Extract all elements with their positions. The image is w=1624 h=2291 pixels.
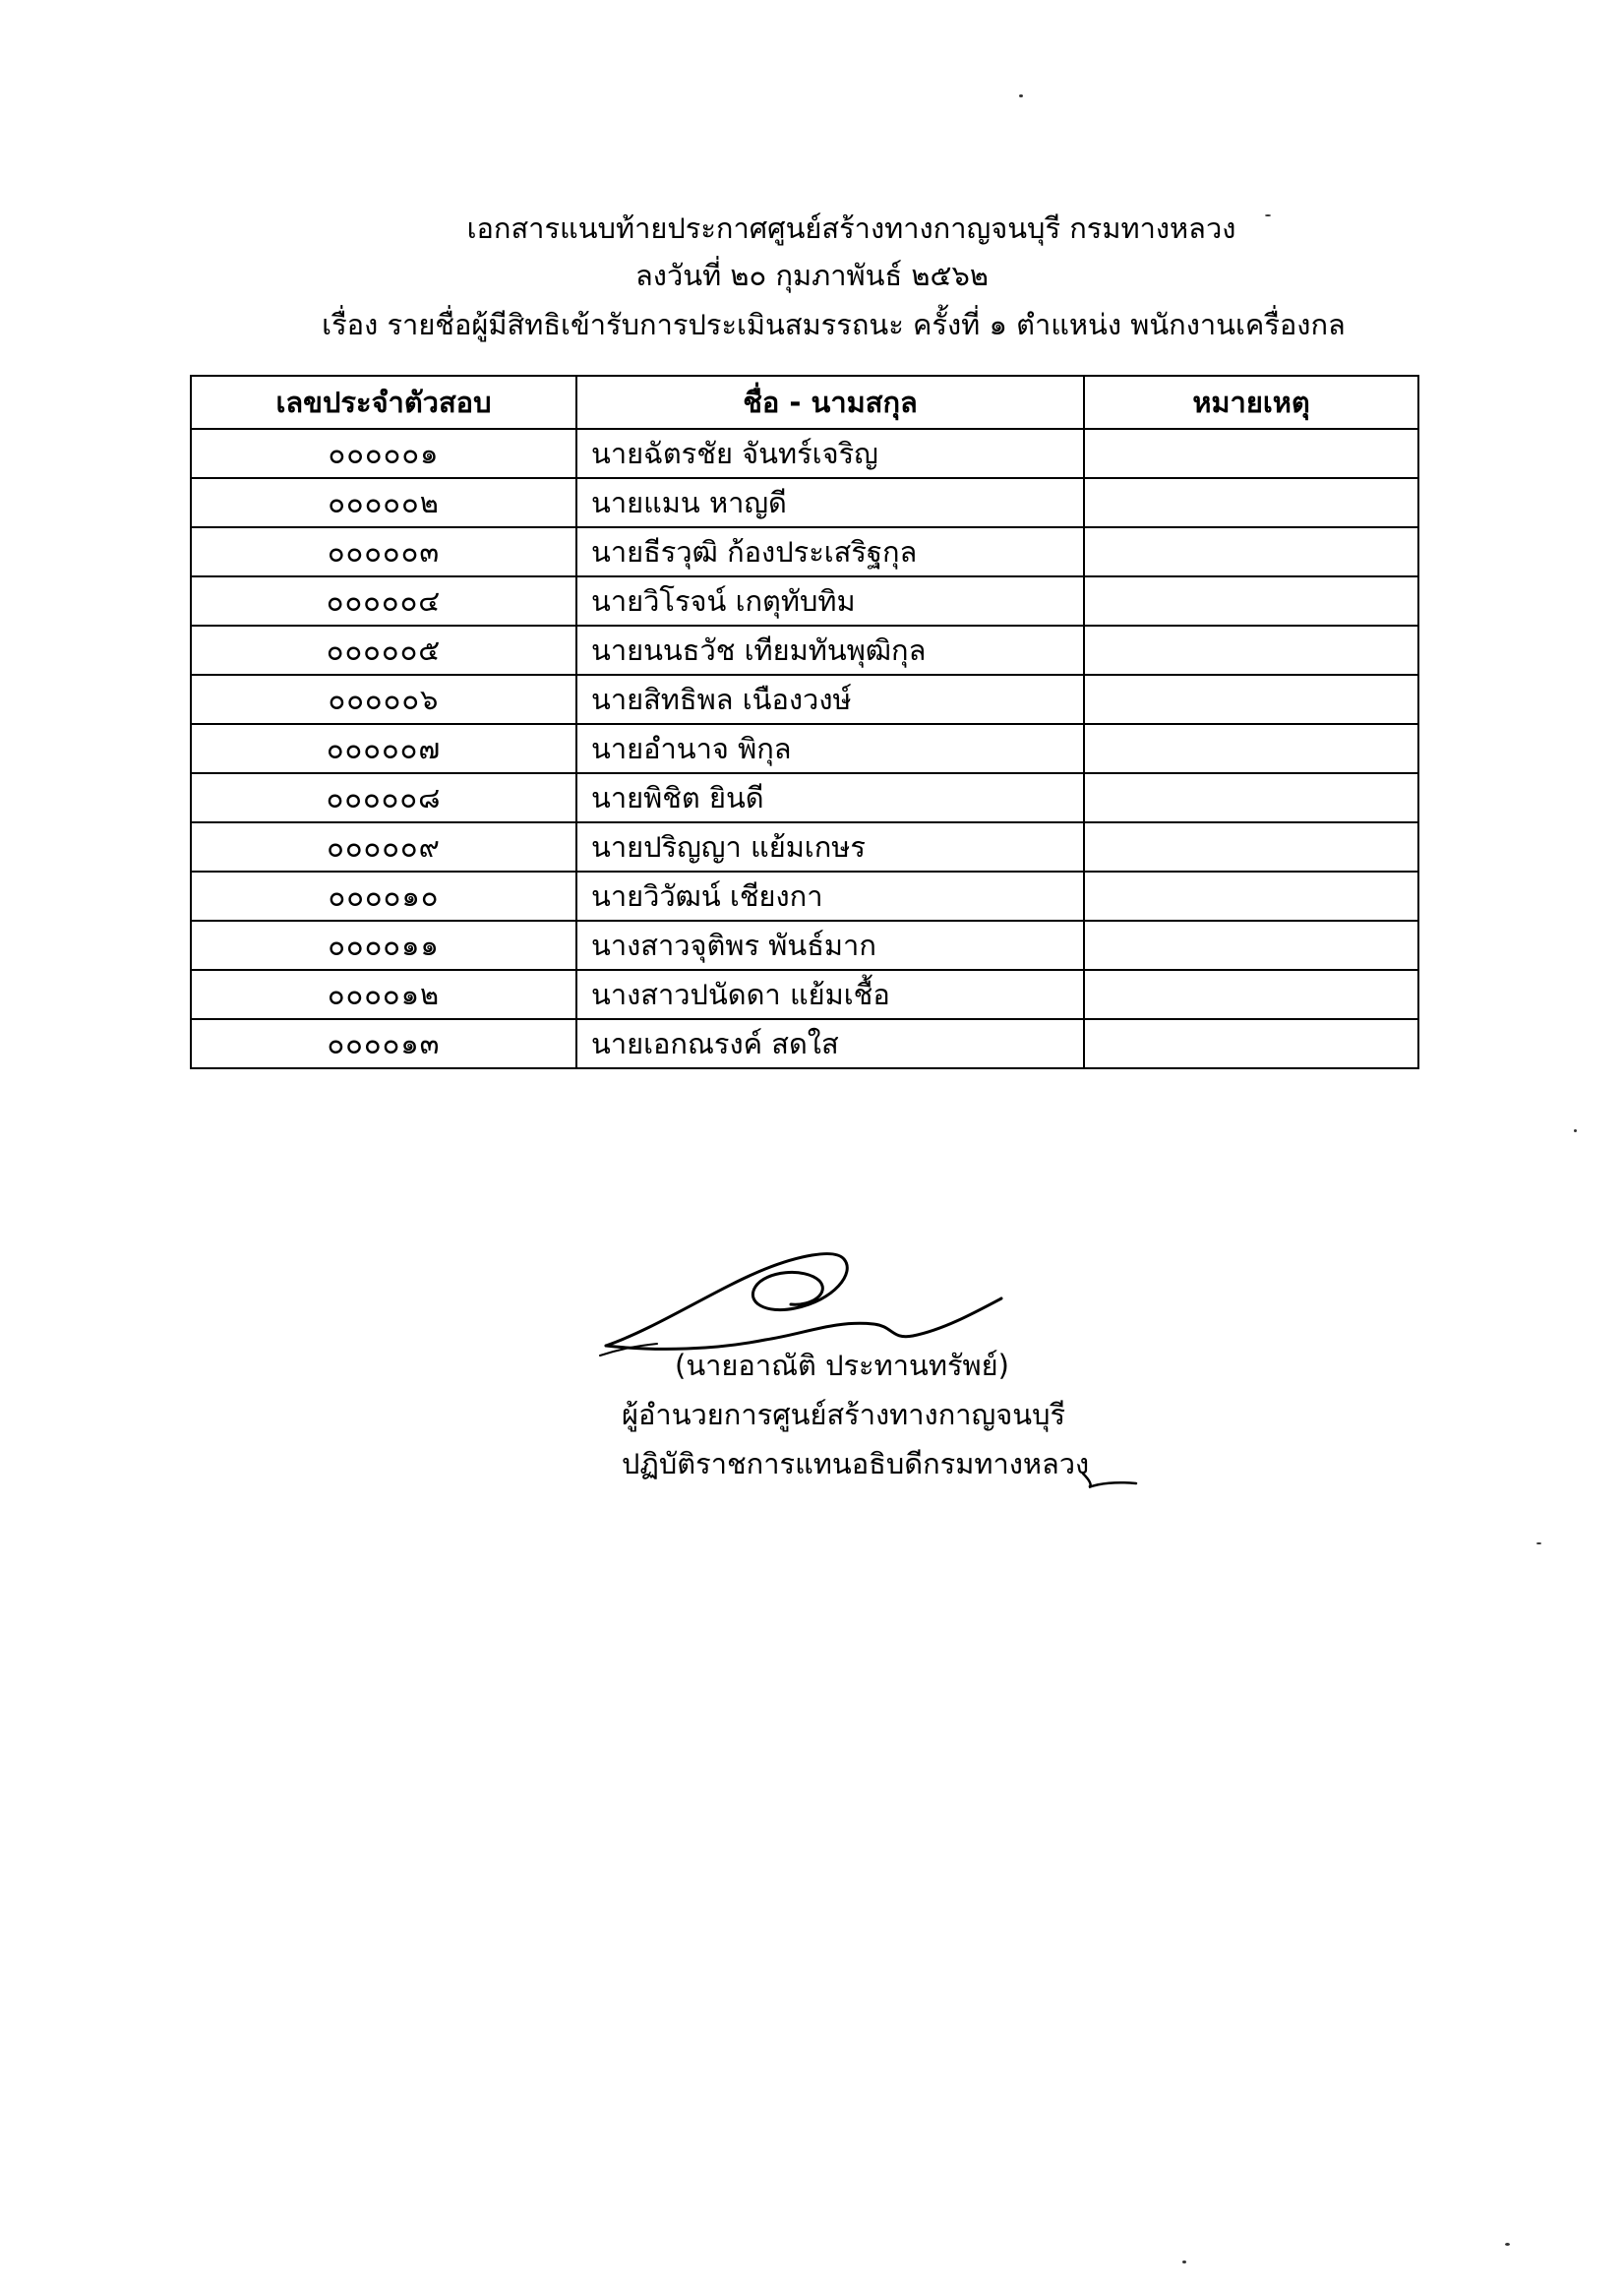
- exam-id-cell: ๐๐๐๐๐๕: [191, 626, 576, 675]
- remark-cell: [1084, 872, 1418, 921]
- table-row: [191, 970, 1418, 1019]
- document-date: ลงวันที่ ๒๐ กุมภาพันธ์ ๒๕๖๒: [635, 259, 989, 292]
- column-header-remark: หมายเหตุ: [1084, 376, 1418, 429]
- signatory-acting-position: ปฏิบัติราชการแทนอธิบดีกรมทางหลวง: [622, 1447, 1090, 1480]
- exam-id-cell: ๐๐๐๐๐๗: [191, 724, 576, 773]
- name-cell: นายสิทธิพล เนืองวงษ์: [576, 675, 1084, 724]
- name-cell: นายพิชิต ยินดี: [576, 773, 1084, 822]
- table-row: [191, 773, 1418, 822]
- name-cell: นายเอกณรงค์ สดใส: [576, 1019, 1084, 1068]
- table-row: [191, 872, 1418, 921]
- scan-speck: [1574, 1129, 1577, 1132]
- name-cell: นายฉัตรชัย จันทร์เจริญ: [576, 429, 1084, 478]
- table-row: [191, 1019, 1418, 1068]
- name-cell: นางสาวปนัดดา แย้มเชื้อ: [576, 970, 1084, 1019]
- document-title: เอกสารแนบท้ายประกาศศูนย์สร้างทางกาญจนบุรี กรมทางหลวง: [466, 211, 1236, 245]
- exam-id-cell: ๐๐๐๐๑๒: [191, 970, 576, 1019]
- table-row: [191, 724, 1418, 773]
- exam-id-cell: ๐๐๐๐๐๘: [191, 773, 576, 822]
- exam-id-cell: ๐๐๐๐๐๙: [191, 822, 576, 872]
- table-row: [191, 626, 1418, 675]
- scan-speck: [1182, 2261, 1186, 2263]
- signature-stroke: [606, 1254, 847, 1346]
- remark-cell: [1084, 626, 1418, 675]
- remark-cell: [1084, 773, 1418, 822]
- table-header-row: [191, 376, 1418, 429]
- table-row: [191, 822, 1418, 872]
- remark-cell: [1084, 724, 1418, 773]
- signatory-position: ผู้อำนวยการศูนย์สร้างทางกาญจนบุรี: [622, 1398, 1066, 1431]
- exam-id-cell: ๐๐๐๐๐๑: [191, 429, 576, 478]
- candidate-table: [190, 375, 1419, 1069]
- signatory-name: (นายอาณัติ ประทานทรัพย์): [675, 1349, 1009, 1382]
- remark-cell: [1084, 1019, 1418, 1068]
- initial-mark: [1079, 1466, 1138, 1491]
- scan-speck: [1536, 1542, 1541, 1544]
- document-subject: เรื่อง รายชื่อผู้มีสิทธิเข้ารับการประเมินสมรรถนะ ครั้งที่ ๑ ตำแหน่ง พนักงานเครื่องกล: [322, 308, 1346, 341]
- remark-cell: [1084, 970, 1418, 1019]
- exam-id-cell: ๐๐๐๐๑๐: [191, 872, 576, 921]
- column-header-exam-id: เลขประจำตัวสอบ: [191, 376, 576, 429]
- name-cell: นางสาวจุติพร พันธ์มาก: [576, 921, 1084, 970]
- name-cell: นายปริญญา แย้มเกษร: [576, 822, 1084, 872]
- name-cell: นายนนธวัช เทียมทันพุฒิกุล: [576, 626, 1084, 675]
- exam-id-cell: ๐๐๐๐๐๖: [191, 675, 576, 724]
- remark-cell: [1084, 675, 1418, 724]
- table-row: [191, 675, 1418, 724]
- scan-speck: [1265, 214, 1271, 216]
- table-row: [191, 921, 1418, 970]
- table-row: [191, 576, 1418, 626]
- exam-id-cell: ๐๐๐๐๐๔: [191, 576, 576, 626]
- remark-cell: [1084, 822, 1418, 872]
- remark-cell: [1084, 576, 1418, 626]
- scan-speck: [1019, 94, 1023, 97]
- name-cell: นายวิโรจน์ เกตุทับทิม: [576, 576, 1084, 626]
- column-header-name: ชื่อ - นามสกุล: [576, 376, 1084, 429]
- name-cell: นายธีรวุฒิ ก้องประเสริฐกุล: [576, 527, 1084, 576]
- table-row: [191, 527, 1418, 576]
- exam-id-cell: ๐๐๐๐๐๒: [191, 478, 576, 527]
- remark-cell: [1084, 921, 1418, 970]
- exam-id-cell: ๐๐๐๐๐๓: [191, 527, 576, 576]
- name-cell: นายแมน หาญดี: [576, 478, 1084, 527]
- scan-speck: [1505, 2243, 1510, 2246]
- table-row: [191, 478, 1418, 527]
- table-row: [191, 429, 1418, 478]
- name-cell: นายอำนาจ พิกุล: [576, 724, 1084, 773]
- name-cell: นายวิวัฒน์ เชียงกา: [576, 872, 1084, 921]
- remark-cell: [1084, 478, 1418, 527]
- exam-id-cell: ๐๐๐๐๑๑: [191, 921, 576, 970]
- remark-cell: [1084, 429, 1418, 478]
- exam-id-cell: ๐๐๐๐๑๓: [191, 1019, 576, 1068]
- remark-cell: [1084, 527, 1418, 576]
